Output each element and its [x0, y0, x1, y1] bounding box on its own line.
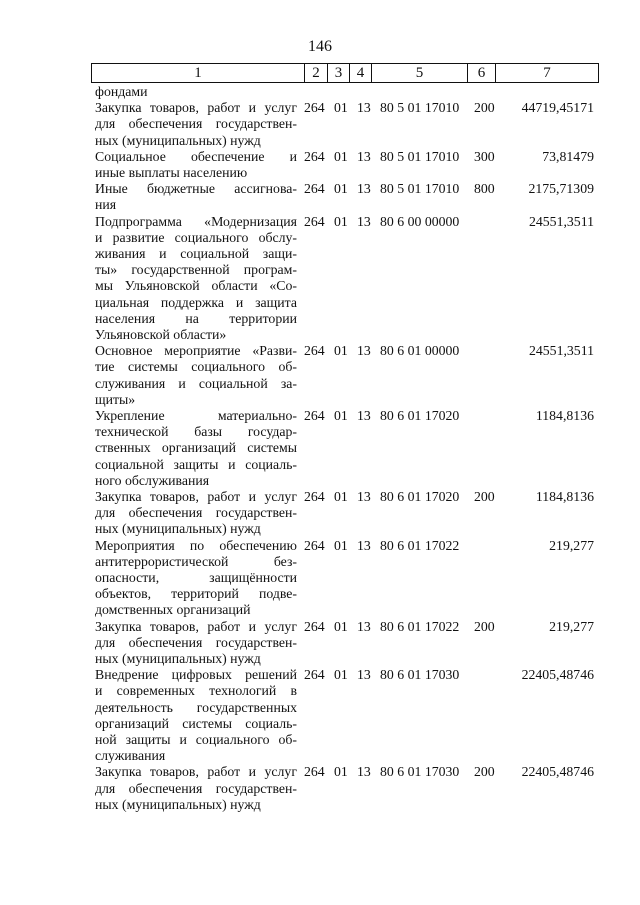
description-line: Внедрение цифровых решений: [95, 667, 297, 683]
description-line: циальная поддержка и защита: [95, 294, 297, 310]
cell-section: 01: [334, 213, 348, 229]
cell-section: 01: [334, 407, 348, 423]
description-line: Закупка товаров, работ и услуг: [95, 488, 297, 504]
cell-section: 01: [334, 148, 348, 164]
cell-expense-type: 200: [474, 488, 495, 504]
description-line: щиты»: [95, 391, 136, 407]
row-description: [95, 538, 297, 619]
description-line: Основное мероприятие «Разви-: [95, 343, 297, 359]
header-col-3: 3: [327, 64, 349, 82]
cell-amount: 24551,3511: [528, 213, 594, 229]
cell-section: 01: [334, 667, 348, 683]
cell-target-item: 80 6 01 00000: [380, 343, 460, 359]
cell-subsection: 13: [357, 148, 371, 164]
description-line: для обеспечения государствен-: [95, 634, 297, 650]
cell-subsection: 13: [357, 667, 371, 683]
cell-amount: 219,277: [549, 537, 594, 553]
cell-admin-code: 264: [304, 667, 325, 683]
cell-target-item: 80 5 01 17010: [380, 148, 460, 164]
row-description: [95, 343, 297, 408]
description-line: живания и социальной защи-: [95, 245, 297, 261]
row-description: [95, 489, 297, 538]
cell-amount: 44719,45171: [521, 100, 594, 116]
header-col-4: 4: [349, 64, 371, 82]
cell-expense-type: 200: [474, 764, 495, 780]
table-row: [0, 667, 640, 764]
description-line: опасности, защищённости: [95, 569, 297, 585]
description-line: ния: [95, 197, 117, 213]
description-line: Социальное обеспечение и: [95, 148, 297, 164]
description-line: Укрепление материально-: [95, 407, 297, 423]
description-line: населения на территории: [95, 310, 297, 326]
cell-target-item: 80 6 01 17022: [380, 537, 460, 553]
table-row: [0, 149, 640, 181]
header-col-5: 5: [371, 64, 467, 82]
cell-admin-code: 264: [304, 488, 325, 504]
description-line: для обеспечения государствен-: [95, 780, 297, 796]
header-col-1: 1: [194, 65, 202, 81]
table-row: [0, 100, 640, 149]
cell-amount: 24551,3511: [528, 343, 594, 359]
description-line: социальной защиты и социаль-: [95, 456, 297, 472]
description-line: Подпрограмма «Модернизация: [95, 213, 297, 229]
row-description: [95, 764, 297, 813]
row-description: [95, 149, 297, 181]
table-row: [0, 408, 640, 489]
table-row: [0, 489, 640, 538]
table-row: [0, 181, 640, 213]
description-line: ных (муниципальных) нужд: [95, 796, 261, 812]
description-line: деятельность государственных: [95, 699, 297, 715]
description-line: Ульяновской области»: [95, 326, 227, 342]
page-number: 146: [308, 38, 332, 55]
cell-admin-code: 264: [304, 343, 325, 359]
description-line: ных (муниципальных) нужд: [95, 132, 261, 148]
cell-admin-code: 264: [304, 537, 325, 553]
cell-subsection: 13: [357, 181, 371, 197]
description-line: Иные бюджетные ассигнова-: [95, 181, 297, 197]
description-line: ной защиты и социального об-: [95, 731, 297, 747]
cell-expense-type: 200: [474, 618, 495, 634]
description-line: антитеррористической без-: [95, 553, 297, 569]
cell-admin-code: 264: [304, 618, 325, 634]
row-description: [95, 619, 297, 668]
cell-target-item: 80 6 00 00000: [380, 213, 460, 229]
cell-target-item: 80 6 01 17020: [380, 407, 460, 423]
description-line: ных (муниципальных) нужд: [95, 650, 261, 666]
row-description: [95, 84, 297, 100]
cell-subsection: 13: [357, 100, 371, 116]
cell-subsection: 13: [357, 618, 371, 634]
cell-section: 01: [334, 181, 348, 197]
cell-amount: 73,81479: [542, 148, 594, 164]
description-line: ного обслуживания: [95, 472, 210, 488]
cell-admin-code: 264: [304, 148, 325, 164]
cell-section: 01: [334, 488, 348, 504]
cell-section: 01: [334, 618, 348, 634]
row-description: [95, 181, 297, 213]
cell-amount: 2175,71309: [528, 181, 594, 197]
description-line: ты» государственной програм-: [95, 262, 297, 278]
cell-admin-code: 264: [304, 181, 325, 197]
cell-subsection: 13: [357, 488, 371, 504]
table-row: [0, 84, 640, 100]
cell-section: 01: [334, 764, 348, 780]
description-line: служивания и социальной за-: [95, 375, 297, 391]
description-line: Закупка товаров, работ и услуг: [95, 618, 297, 634]
description-line: объектов, территорий подве-: [95, 586, 297, 602]
cell-amount: 22405,48746: [521, 667, 594, 683]
cell-target-item: 80 6 01 17030: [380, 764, 460, 780]
cell-section: 01: [334, 537, 348, 553]
cell-expense-type: 200: [474, 100, 495, 116]
cell-section: 01: [334, 343, 348, 359]
table-row: [0, 619, 640, 668]
cell-target-item: 80 5 01 17010: [380, 100, 460, 116]
description-line: мы Ульяновской области «Со-: [95, 278, 297, 294]
table-row: [0, 343, 640, 408]
description-line: ных (муниципальных) нужд: [95, 521, 261, 537]
row-description: [95, 214, 297, 344]
row-description: [95, 408, 297, 489]
cell-subsection: 13: [357, 537, 371, 553]
description-line: технической базы государ-: [95, 424, 297, 440]
cell-subsection: 13: [357, 213, 371, 229]
cell-target-item: 80 6 01 17020: [380, 488, 460, 504]
row-description: [95, 667, 297, 764]
table-row: [0, 538, 640, 619]
description-line: для обеспечения государствен-: [95, 116, 297, 132]
header-col-2: 2: [304, 64, 327, 82]
row-description: [95, 100, 297, 149]
cell-section: 01: [334, 100, 348, 116]
description-line: тие системы социального об-: [95, 359, 297, 375]
cell-subsection: 13: [357, 407, 371, 423]
description-line: организаций системы социаль-: [95, 715, 297, 731]
table-row: [0, 214, 640, 344]
table-body: [0, 84, 640, 813]
cell-amount: 1184,8136: [535, 407, 594, 423]
description-line: Закупка товаров, работ и услуг: [95, 100, 297, 116]
cell-subsection: 13: [357, 764, 371, 780]
cell-target-item: 80 6 01 17030: [380, 667, 460, 683]
table-row: [0, 764, 640, 813]
description-line: ственных организаций системы: [95, 440, 297, 456]
header-col-6: 6: [467, 64, 495, 82]
description-line: Закупка товаров, работ и услуг: [95, 764, 297, 780]
cell-subsection: 13: [357, 343, 371, 359]
description-line: иные выплаты населению: [95, 164, 248, 180]
description-line: и современных технологий в: [95, 683, 297, 699]
description-line: служивания: [95, 748, 166, 764]
table-header: [91, 63, 599, 83]
cell-amount: 1184,8136: [535, 488, 594, 504]
description-line: и развитие социального обслу-: [95, 229, 297, 245]
cell-expense-type: 300: [474, 148, 495, 164]
header-col-7: 7: [495, 64, 598, 82]
cell-amount: 22405,48746: [521, 764, 594, 780]
cell-expense-type: 800: [474, 181, 495, 197]
cell-admin-code: 264: [304, 100, 325, 116]
description-line: Мероприятия по обеспечению: [95, 537, 297, 553]
description-line: домственных организаций: [95, 602, 251, 618]
cell-admin-code: 264: [304, 213, 325, 229]
cell-admin-code: 264: [304, 407, 325, 423]
cell-target-item: 80 6 01 17022: [380, 618, 460, 634]
cell-admin-code: 264: [304, 764, 325, 780]
description-line: для обеспечения государствен-: [95, 505, 297, 521]
description-line: фондами: [95, 84, 148, 99]
cell-target-item: 80 5 01 17010: [380, 181, 460, 197]
cell-amount: 219,277: [549, 618, 594, 634]
